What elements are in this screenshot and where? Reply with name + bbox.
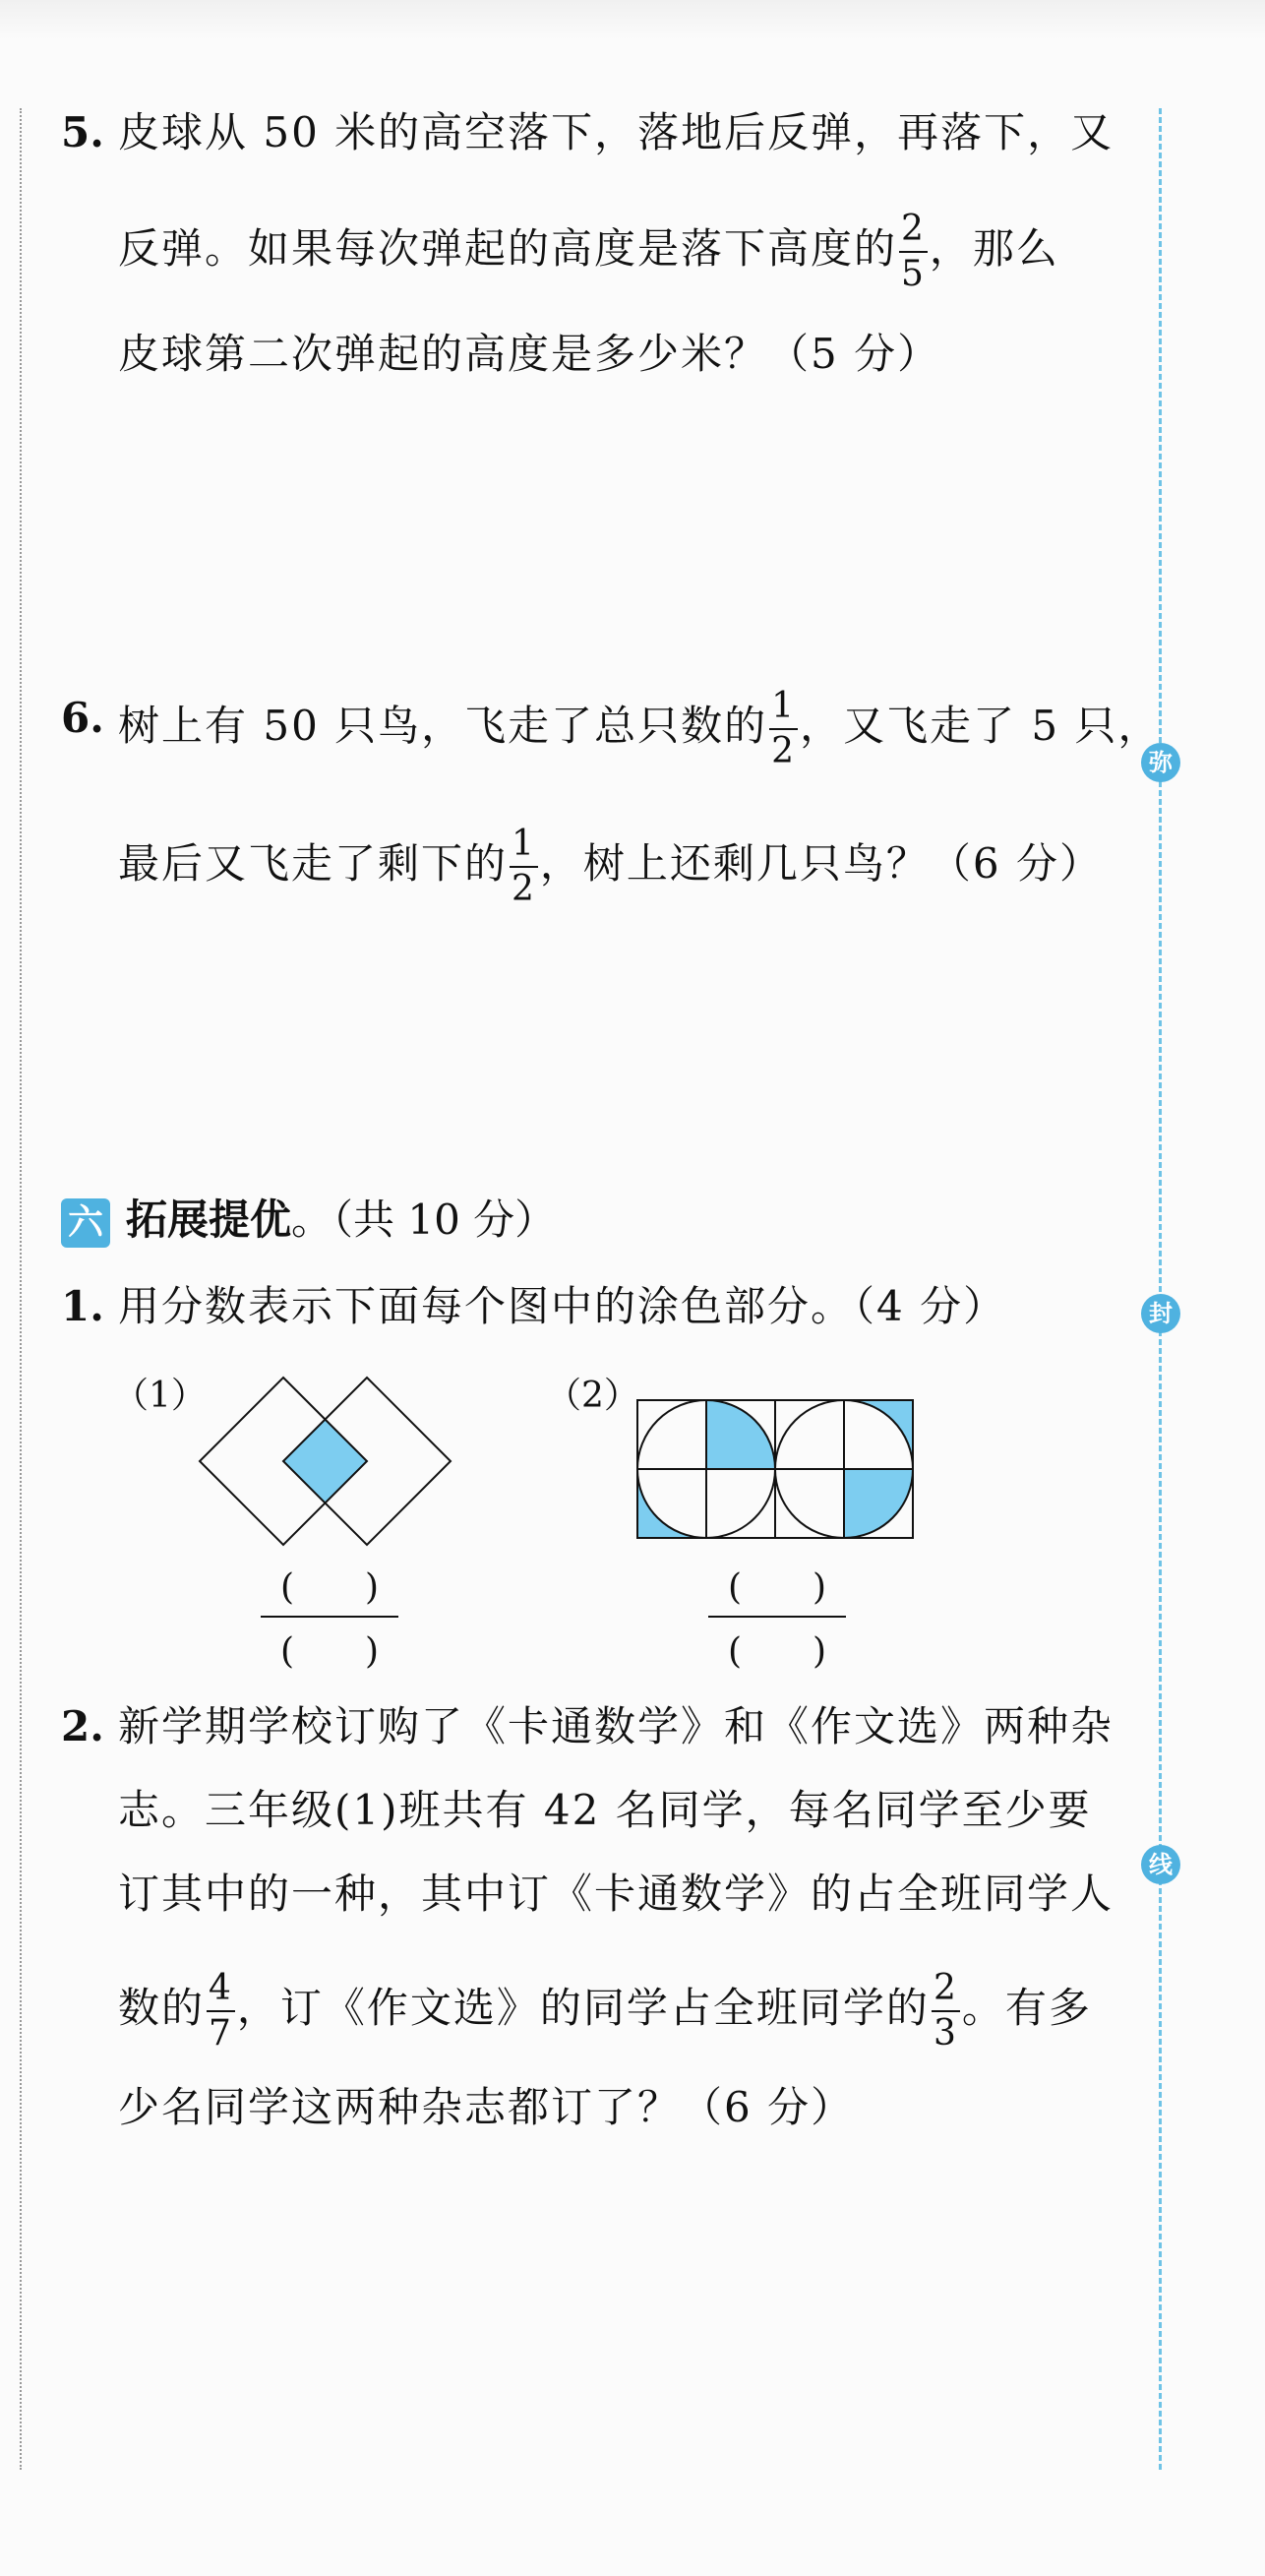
q5-line2-tail: ，那么 [929, 224, 1059, 273]
q5-line3: 皮球第二次弹起的高度是多少米？（5 分） [118, 330, 941, 378]
q6-line1-tail: ，又飞走了 5 只， [800, 702, 1162, 750]
q6-number: 6. [61, 694, 104, 742]
s2-frac1-num: 4 [207, 1971, 235, 2012]
answer2-denominator[interactable]: ( ) [727, 1631, 827, 1672]
answer1-denominator[interactable]: ( ) [279, 1631, 380, 1672]
s2-line4-b: ，订《作文选》的同学占全班同学的 [236, 1984, 930, 2032]
figure-circles [634, 1397, 920, 1545]
s2-line4-c: 。有多 [961, 1984, 1092, 2032]
q6-line2-text: 最后又飞走了剩下的 [118, 839, 509, 888]
q6-line1-text: 树上有 50 只鸟，飞走了总只数的 [118, 702, 768, 750]
s1-number: 1. [61, 1282, 104, 1330]
top-shade [0, 0, 1265, 39]
q6-fraction1 [769, 686, 798, 771]
shaded-overlap [283, 1419, 367, 1503]
q5-line2-text: 反弹。如果每次弹起的高度是落下高度的 [118, 224, 898, 273]
answer2-numerator[interactable]: ( ) [708, 1560, 846, 1618]
section-title: 拓展提优 [126, 1196, 292, 1244]
s2-fraction1 [207, 1968, 235, 2054]
s2-line3: 订其中的一种，其中订《卡通数学》的占全班同学人 [118, 1870, 1114, 1918]
s2-line5: 少名同学这两种杂志都订了？（6 分） [118, 2083, 855, 2131]
q5-number: 5. [61, 108, 104, 156]
seal-xian: 线 [1141, 1845, 1180, 1884]
seal-mi: 弥 [1141, 743, 1180, 782]
s2-line4 [118, 1968, 1092, 2054]
s2-fraction2 [932, 1968, 960, 2054]
answer-blank-2[interactable] [708, 1560, 846, 1674]
s2-frac2-num: 2 [932, 1971, 960, 2012]
fig2-label: （2） [546, 1376, 639, 1416]
figure-squares [197, 1373, 462, 1550]
q6-line2-tail: ，树上还剩几只鸟？（6 分） [539, 839, 1103, 888]
seal-feng: 封 [1141, 1294, 1180, 1333]
q5-frac-num: 2 [899, 212, 928, 253]
s2-line1: 新学期学校订购了《卡通数学》和《作文选》两种杂 [118, 1702, 1114, 1750]
s1-text: 用分数表示下面每个图中的涂色部分。（4 分） [118, 1282, 1007, 1330]
q5-fraction [899, 209, 928, 294]
s2-frac1-den: 7 [209, 2013, 233, 2054]
q5-line1: 皮球从 50 米的高空落下，落地后反弹，再落下，又 [118, 108, 1114, 156]
section-score: 。（共 10 分） [291, 1196, 557, 1244]
right-cut-line [1159, 108, 1162, 2470]
q6-line2 [118, 824, 1103, 909]
s2-number: 2. [61, 1702, 104, 1750]
q6-frac2-den: 2 [512, 869, 536, 909]
q5-frac-den: 5 [901, 254, 926, 294]
answer-blank-1[interactable] [261, 1560, 398, 1674]
q5-line2 [118, 209, 1059, 294]
s2-frac2-den: 3 [933, 2013, 958, 2054]
section-badge: 六 [61, 1198, 110, 1248]
s2-line2: 志。三年级(1)班共有 42 名同学，每名同学至少要 [118, 1786, 1092, 1834]
section-header [61, 1191, 556, 1250]
fig1-label: （1） [113, 1376, 207, 1416]
q6-line1 [118, 686, 1162, 771]
q6-frac1-den: 2 [771, 731, 797, 771]
q6-fraction2 [510, 824, 538, 909]
q6-frac2-num: 1 [510, 827, 538, 868]
s2-line4-a: 数的 [118, 1984, 206, 2032]
answer1-numerator[interactable]: ( ) [261, 1560, 398, 1618]
left-binding-line [20, 108, 22, 2470]
q6-frac1-num: 1 [769, 689, 798, 730]
